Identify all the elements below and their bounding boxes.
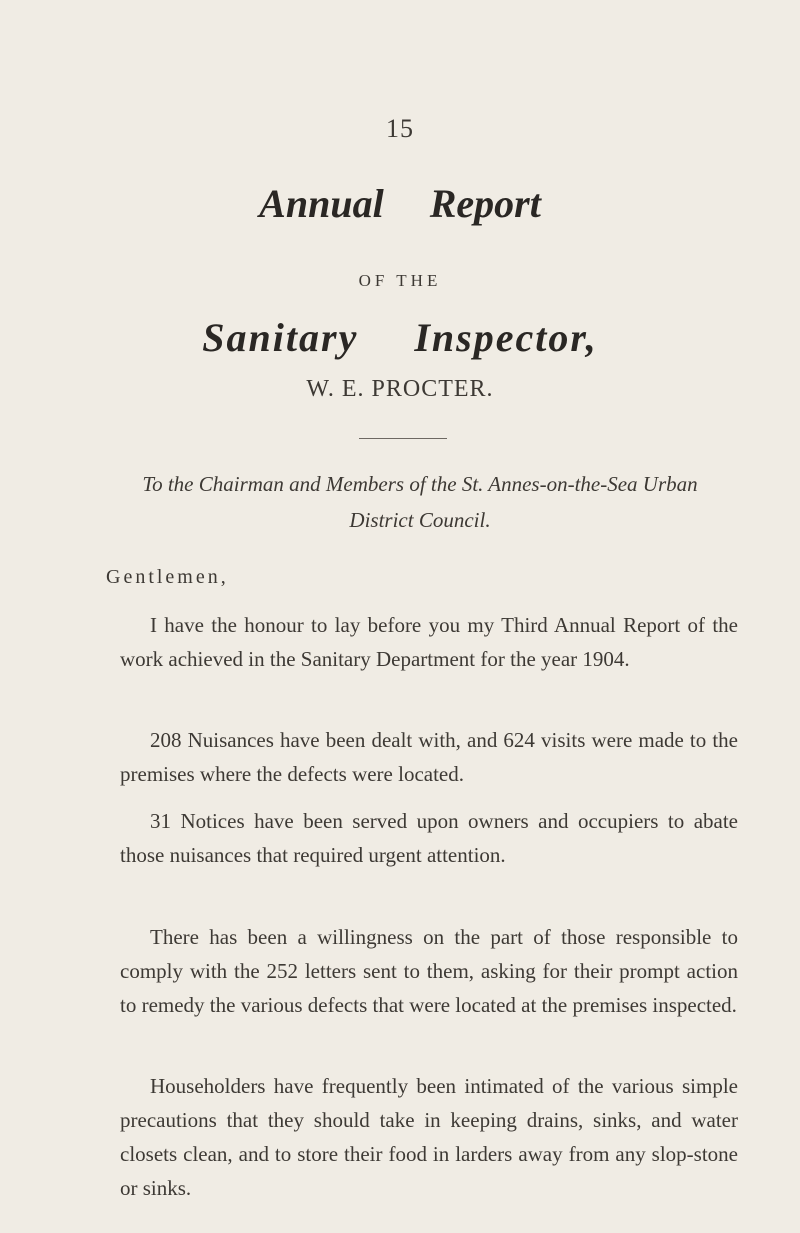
report-subtitle [0, 314, 800, 361]
paragraph-3 [120, 804, 738, 872]
page-number: 15 [386, 114, 414, 143]
author-name: W. E. PROCTER. [306, 376, 494, 402]
divider-rule [359, 438, 447, 439]
title-word-annual: Annual [259, 181, 384, 226]
paragraph-5 [120, 1069, 738, 1205]
paragraph-1 [120, 608, 738, 676]
paragraph-text: There has been a willingness on the part of those responsible to comply with the 252 letters sent to them, asking for their prompt action to remedy the various defects that were located at the premises inspected. [120, 925, 738, 1017]
salutation: Gentlemen, [106, 566, 229, 588]
address-line-2: District Council. [349, 508, 491, 532]
subtitle-word-sanitary: Sanitary [202, 315, 359, 360]
paragraph-2 [120, 723, 738, 791]
subtitle-word-inspector: Inspector, [414, 315, 598, 360]
title-word-report: Report [429, 181, 541, 226]
address-block [100, 466, 740, 538]
paragraph-text: Householders have frequently been intimated of the various simple precautions that they should take in keeping drains, sinks, and water closets clean, and to store their food in larders away from any slop-stone or sinks. [120, 1074, 738, 1200]
address-line-1: To the Chairman and Members of the St. Annes-on-the-Sea Urban [142, 472, 698, 496]
paragraph-4 [120, 920, 738, 1022]
paragraph-text: 208 Nuisances have been dealt with, and 624 visits were made to the premises where the defects were located. [120, 728, 738, 786]
paragraph-text: 31 Notices have been served upon owners and occupiers to abate those nuisances that required urgent attention. [120, 809, 738, 867]
paragraph-text: I have the honour to lay before you my Third Annual Report of the work achieved in the Sanitary Department for the year 1904. [120, 613, 738, 671]
report-title [0, 180, 800, 227]
of-the-label: OF THE [358, 271, 442, 290]
